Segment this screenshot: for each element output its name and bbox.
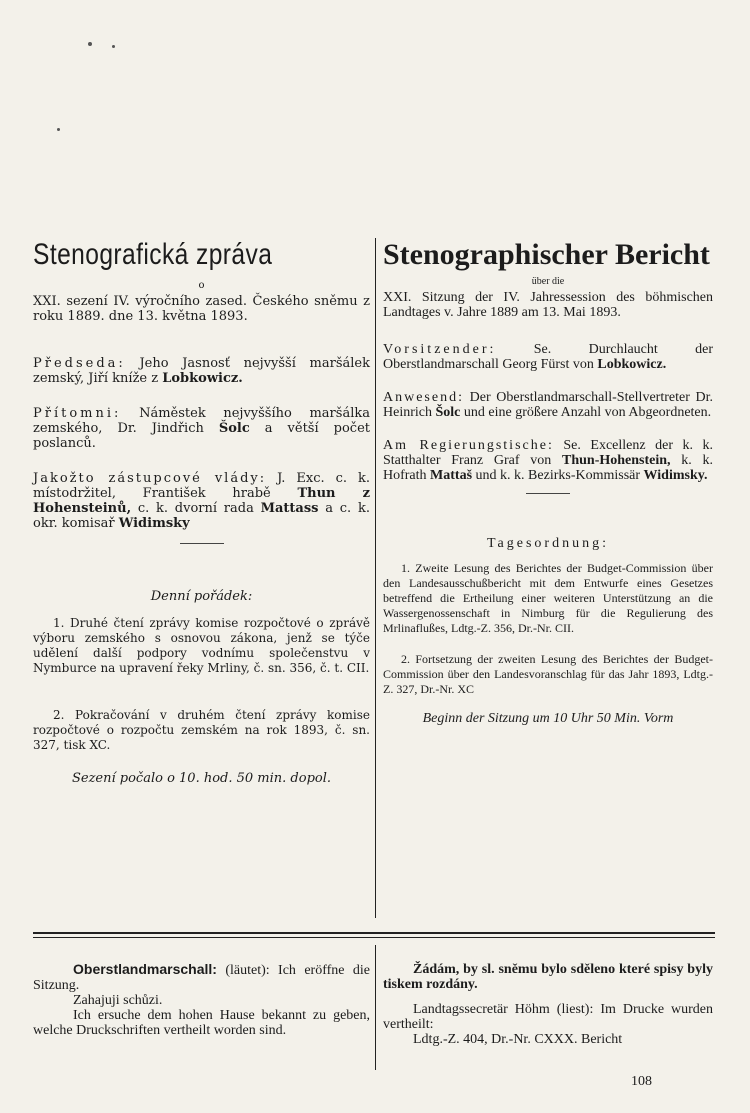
czech-chair-label: Předseda:: [33, 356, 126, 371]
german-present-name: Šolc: [435, 405, 461, 420]
czech-divider: [180, 543, 224, 544]
german-present-text-2: und eine größere Anzahl von Abgeordneten.: [463, 405, 712, 420]
czech-government: [33, 471, 370, 531]
bottom-left-speech: [33, 962, 370, 993]
czech-present: [33, 406, 370, 451]
bottom-left-text-2: Zahajuji schůzi.: [73, 993, 163, 1008]
german-title: Stenographischer Bericht: [383, 238, 710, 271]
german-gov-text-2: k. k. Hofrath: [383, 453, 714, 483]
german-divider: [526, 493, 570, 494]
german-gov-text-3: und k. k. Bezirks-Kommissär: [475, 468, 641, 483]
german-chair-text: Se. Durchlaucht der Oberstlandmarschall Georg Fürst von: [383, 342, 713, 372]
double-rule-bottom: [33, 937, 715, 938]
czech-present-text-2: a větší počet poslanců.: [33, 421, 370, 451]
german-gov-text-1: Se. Excellenz der k. k. Statthalter Franz Graf von: [383, 438, 714, 468]
column-divider: [375, 238, 376, 918]
german-present: [383, 390, 713, 420]
czech-agenda-item-1: 1. Druhé čtení zprávy komise rozpočtové o zprávě výboru zemského s osnovou zákona, jenž se týče udělení další podpory vodnímu společenstvu v Nymburce na upravení řeky Mrliny, č. sn. 356, č. t. CII.: [33, 616, 370, 675]
czech-title: Stenografická zpráva: [33, 238, 273, 271]
german-uber: über die: [531, 276, 565, 287]
czech-gov-text-1: J. Exc. c. k. místodržitel, František hrabě: [33, 471, 370, 501]
bottom-right-text-3: Ldtg.-Z. 404, Dr.-Nr. CXXX. Bericht: [413, 1032, 623, 1047]
german-gov-name-1: Thun-Hohenstein,: [562, 453, 671, 468]
double-rule-top: [33, 932, 715, 934]
german-gov-label: Am Regierungstische:: [383, 438, 554, 453]
czech-gov-name-1: Thun z Hohensteinů,: [33, 486, 371, 516]
czech-chair-name: Lobkowicz.: [162, 371, 243, 386]
czech-present-text-1: Náměstek nejvyššího maršálka zemského, Dr. Jindřich: [33, 406, 370, 436]
german-session-start: Beginn der Sitzung um 10 Uhr 50 Min. Vorm: [422, 711, 674, 726]
bottom-left-block: [33, 962, 370, 1038]
german-agenda-item-1: 1. Zweite Lesung des Berichtes der Budget-Commission über den Landesausschußbericht mit dem Entwurfe eines Gesetzes betreffend die Ertheilung einer weiteren Unterstützung an die Wassergenossenschaft in Nimburg für die Regulierung des Mrlinaflußes, Ldtg.-Z. 356, Dr.-Nr. CII.: [383, 561, 713, 635]
czech-o: o: [198, 280, 205, 291]
czech-agenda-title: Denní pořádek:: [150, 589, 253, 604]
czech-present-label: Přítomni:: [33, 406, 122, 421]
czech-present-name: Šolc: [218, 421, 250, 436]
german-agenda-title: Tagesordnung:: [486, 536, 609, 551]
german-chair: [383, 342, 713, 372]
czech-gov-name-2: Mattass: [260, 501, 319, 516]
bottom-right-text-2: (liest): Im Drucke wurden vertheilt:: [383, 1002, 713, 1032]
german-gov-name-3: Widimsky.: [643, 468, 708, 483]
german-gov-name-2: Mattaš: [430, 468, 473, 483]
bottom-right-text-1: Žádám, by sl. sněmu bylo sděleno které spisy byly tiskem rozdány.: [383, 962, 713, 992]
speck: [88, 42, 92, 46]
czech-session: XXI. sezení IV. výročního zased. Českého sněmu z roku 1889. dne 13. května 1893.: [33, 294, 370, 324]
bottom-right-speech: [383, 1002, 713, 1032]
german-column: [383, 238, 713, 726]
german-present-label: Anwesend:: [383, 390, 464, 405]
bottom-left-text-3: Ich ersuche dem hohen Hause bekannt zu geben, welche Druckschriften vertheilt worden sind.: [33, 1008, 370, 1038]
bottom-left-text-1: (läutet): Ich eröffne die Sitzung.: [33, 963, 371, 993]
column-divider-bottom: [375, 945, 376, 1070]
german-present-text-1: Der Oberstlandmarschall-Stellvertreter Dr. Heinrich: [383, 390, 713, 420]
bottom-left-speaker: Oberstlandmarschall:: [73, 961, 217, 977]
bottom-right-speaker: Landtagssecretär Höhm: [413, 1002, 550, 1017]
german-government: [383, 438, 713, 483]
czech-agenda-item-2: 2. Pokračování v druhém čtení zprávy komise rozpočtové o rozpočtu zemském na rok 1893, č. sn. 327, tisk XC.: [33, 708, 370, 752]
page-number: 108: [631, 1074, 652, 1089]
czech-gov-text-3: a c. k. okr. komisař: [33, 501, 370, 531]
speck: [57, 128, 60, 131]
speck: [112, 45, 115, 48]
german-chair-label: Vorsitzender:: [383, 342, 497, 357]
czech-session-start: Sezení počalo o 10. hod. 50 min. dopol.: [71, 771, 332, 786]
bottom-right-block: [383, 962, 713, 1047]
czech-gov-label: Jakožto zástupcové vlády:: [33, 471, 267, 486]
czech-column: [33, 238, 370, 786]
czech-gov-name-3: Widimsky: [118, 516, 190, 531]
czech-chair: [33, 356, 370, 386]
german-session: XXI. Sitzung der IV. Jahressession des böhmischen Landtages v. Jahre 1889 am 13. Mai 1893.: [383, 290, 713, 320]
german-chair-name: Lobkowicz.: [597, 357, 667, 372]
german-agenda-item-2: 2. Fortsetzung der zweiten Lesung des Berichtes der Budget-Commission über den Landesvoranschlag für das Jahr 1893, Ldtg.-Z. 327, Dr.-Nr. XC: [383, 652, 713, 696]
czech-chair-text: Jeho Jasnosť nejvyšší maršálek zemský, Jiří kníže z: [33, 356, 370, 386]
czech-gov-text-2: c. k. dvorní rada: [137, 501, 254, 516]
